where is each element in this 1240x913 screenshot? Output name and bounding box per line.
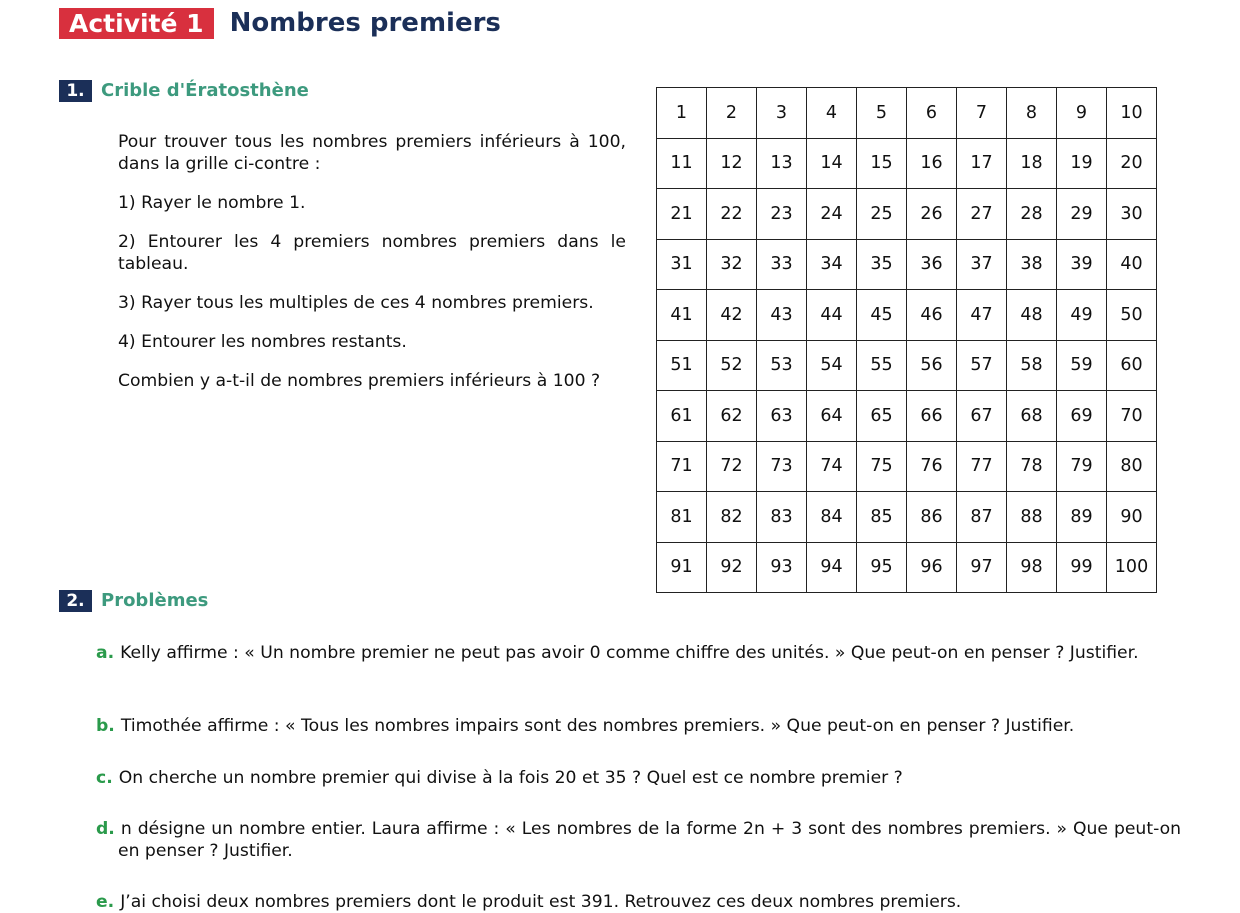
grid-cell: 94 <box>807 542 857 593</box>
grid-cell: 77 <box>957 441 1007 492</box>
grid-cell: 31 <box>657 239 707 290</box>
grid-cell: 59 <box>1057 340 1107 391</box>
grid-cell: 61 <box>657 391 707 442</box>
grid-cell: 67 <box>957 391 1007 442</box>
grid-cell: 22 <box>707 189 757 240</box>
grid-cell: 25 <box>857 189 907 240</box>
instruction-step-4: 4) Entourer les nombres restants. <box>118 332 407 352</box>
grid-cell: 92 <box>707 542 757 593</box>
grid-cell: 44 <box>807 290 857 341</box>
problem-letter: a. <box>96 643 115 663</box>
grid-cell: 91 <box>657 542 707 593</box>
grid-cell: 57 <box>957 340 1007 391</box>
grid-cell: 96 <box>907 542 957 593</box>
grid-cell: 20 <box>1107 138 1157 189</box>
grid-cell: 10 <box>1107 88 1157 139</box>
grid-cell: 47 <box>957 290 1007 341</box>
grid-cell: 40 <box>1107 239 1157 290</box>
instruction-step-1: 1) Rayer le nombre 1. <box>118 193 306 213</box>
grid-cell: 9 <box>1057 88 1107 139</box>
problem-text: n désigne un nombre entier. Laura affirme : « Les nombres de la forme 2n + 3 sont des nombres premiers. » Que peut-on en penser ? Justifier. <box>118 819 1181 861</box>
grid-cell: 33 <box>757 239 807 290</box>
grid-cell: 21 <box>657 189 707 240</box>
grid-cell: 35 <box>857 239 907 290</box>
grid-cell: 12 <box>707 138 757 189</box>
grid-cell: 1 <box>657 88 707 139</box>
grid-cell: 82 <box>707 492 757 543</box>
grid-cell: 71 <box>657 441 707 492</box>
grid-cell: 8 <box>1007 88 1057 139</box>
grid-row <box>657 441 1157 492</box>
grid-cell: 6 <box>907 88 957 139</box>
grid-cell: 83 <box>757 492 807 543</box>
problem-letter: b. <box>96 716 115 736</box>
problem-letter: e. <box>96 892 115 912</box>
grid-cell: 85 <box>857 492 907 543</box>
grid-cell: 28 <box>1007 189 1057 240</box>
instruction-question: Combien y a-t-il de nombres premiers inférieurs à 100 ? <box>118 371 601 391</box>
grid-cell: 34 <box>807 239 857 290</box>
grid-cell: 56 <box>907 340 957 391</box>
grid-cell: 19 <box>1057 138 1107 189</box>
problem-a <box>96 642 1181 664</box>
grid-cell: 78 <box>1007 441 1057 492</box>
problem-e <box>96 891 1181 913</box>
section-2-heading <box>59 590 208 612</box>
grid-cell: 53 <box>757 340 807 391</box>
eratosthenes-grid <box>656 87 1157 593</box>
grid-row <box>657 189 1157 240</box>
problem-text: J’ai choisi deux nombres premiers dont le produit est 391. Retrouvez ces deux nombres premiers. <box>120 892 962 912</box>
grid-cell: 64 <box>807 391 857 442</box>
grid-cell: 45 <box>857 290 907 341</box>
grid-cell: 65 <box>857 391 907 442</box>
grid-cell: 51 <box>657 340 707 391</box>
grid-cell: 38 <box>1007 239 1057 290</box>
section-2-number: 2. <box>59 590 92 612</box>
grid-cell: 7 <box>957 88 1007 139</box>
grid-cell: 58 <box>1007 340 1057 391</box>
grid-cell: 39 <box>1057 239 1107 290</box>
grid-cell: 29 <box>1057 189 1107 240</box>
grid-cell: 54 <box>807 340 857 391</box>
grid-cell: 42 <box>707 290 757 341</box>
grid-cell: 87 <box>957 492 1007 543</box>
grid-row <box>657 391 1157 442</box>
grid-cell: 98 <box>1007 542 1057 593</box>
grid-cell: 17 <box>957 138 1007 189</box>
grid-cell: 72 <box>707 441 757 492</box>
grid-cell: 100 <box>1107 542 1157 593</box>
grid-cell: 73 <box>757 441 807 492</box>
grid-cell: 69 <box>1057 391 1107 442</box>
grid-cell: 76 <box>907 441 957 492</box>
section-1-title: Crible d'Ératosthène <box>101 80 309 101</box>
section-2-title: Problèmes <box>101 590 209 611</box>
grid-cell: 93 <box>757 542 807 593</box>
grid-cell: 75 <box>857 441 907 492</box>
grid-cell: 84 <box>807 492 857 543</box>
grid-row <box>657 88 1157 139</box>
grid-cell: 43 <box>757 290 807 341</box>
grid-row <box>657 239 1157 290</box>
grid-cell: 66 <box>907 391 957 442</box>
grid-cell: 2 <box>707 88 757 139</box>
grid-cell: 15 <box>857 138 907 189</box>
grid-cell: 52 <box>707 340 757 391</box>
grid-cell: 99 <box>1057 542 1107 593</box>
grid-row <box>657 138 1157 189</box>
grid-cell: 49 <box>1057 290 1107 341</box>
page-header <box>59 8 501 39</box>
grid-cell: 88 <box>1007 492 1057 543</box>
grid-cell: 23 <box>757 189 807 240</box>
grid-cell: 30 <box>1107 189 1157 240</box>
grid-row <box>657 340 1157 391</box>
instruction-step-3: 3) Rayer tous les multiples de ces 4 nombres premiers. <box>118 293 594 313</box>
section-1-number: 1. <box>59 80 92 102</box>
grid-cell: 3 <box>757 88 807 139</box>
grid-cell: 50 <box>1107 290 1157 341</box>
instruction-intro: Pour trouver tous les nombres premiers inférieurs à 100, dans la grille ci-contre : <box>118 132 626 174</box>
problem-text: Kelly affirme : « Un nombre premier ne peut pas avoir 0 comme chiffre des unités. » Que peut-on en penser ? Justifier. <box>120 643 1139 663</box>
grid-cell: 11 <box>657 138 707 189</box>
grid-cell: 90 <box>1107 492 1157 543</box>
grid-cell: 16 <box>907 138 957 189</box>
grid-cell: 13 <box>757 138 807 189</box>
grid-row <box>657 492 1157 543</box>
grid-cell: 5 <box>857 88 907 139</box>
grid-cell: 63 <box>757 391 807 442</box>
sieve-instructions <box>118 131 626 409</box>
grid-cell: 95 <box>857 542 907 593</box>
problem-b <box>96 715 1181 737</box>
grid-cell: 74 <box>807 441 857 492</box>
grid-cell: 97 <box>957 542 1007 593</box>
grid-cell: 36 <box>907 239 957 290</box>
grid-cell: 89 <box>1057 492 1107 543</box>
grid-cell: 26 <box>907 189 957 240</box>
grid-cell: 81 <box>657 492 707 543</box>
page-title: Nombres premiers <box>229 8 501 38</box>
problem-letter: d. <box>96 819 115 839</box>
grid-cell: 60 <box>1107 340 1157 391</box>
grid-cell: 27 <box>957 189 1007 240</box>
problem-text: On cherche un nombre premier qui divise à la fois 20 et 35 ? Quel est ce nombre premier ? <box>118 768 903 788</box>
problem-text: Timothée affirme : « Tous les nombres impairs sont des nombres premiers. » Que peut-on en penser ? Justifier. <box>120 716 1075 736</box>
grid-cell: 70 <box>1107 391 1157 442</box>
grid-cell: 80 <box>1107 441 1157 492</box>
grid-row <box>657 290 1157 341</box>
section-1-heading <box>59 80 309 102</box>
grid-cell: 79 <box>1057 441 1107 492</box>
grid-cell: 18 <box>1007 138 1057 189</box>
grid-cell: 41 <box>657 290 707 341</box>
grid-cell: 24 <box>807 189 857 240</box>
problem-letter: c. <box>96 768 113 788</box>
grid-cell: 14 <box>807 138 857 189</box>
grid-cell: 46 <box>907 290 957 341</box>
grid-cell: 32 <box>707 239 757 290</box>
grid-cell: 48 <box>1007 290 1057 341</box>
grid-cell: 86 <box>907 492 957 543</box>
grid-cell: 55 <box>857 340 907 391</box>
problem-c <box>96 767 1181 789</box>
grid-cell: 68 <box>1007 391 1057 442</box>
grid-cell: 37 <box>957 239 1007 290</box>
grid-row <box>657 542 1157 593</box>
grid-cell: 62 <box>707 391 757 442</box>
problem-d <box>96 818 1181 862</box>
activity-badge: Activité 1 <box>59 8 214 39</box>
instruction-step-2: 2) Entourer les 4 premiers nombres premiers dans le tableau. <box>118 232 626 274</box>
grid-cell: 4 <box>807 88 857 139</box>
